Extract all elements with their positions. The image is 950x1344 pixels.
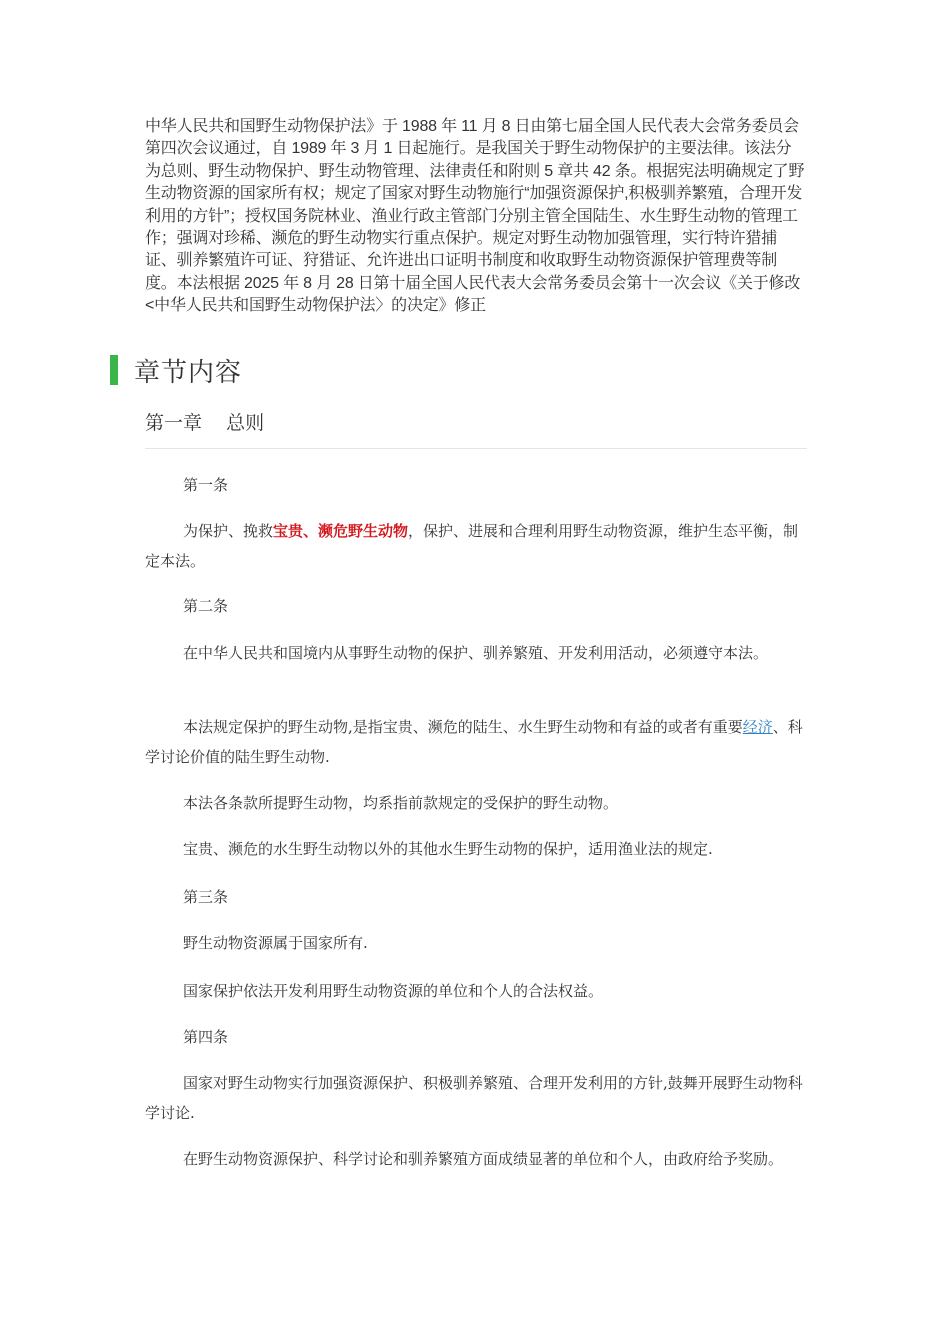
article-4-paragraph-1: 国家对野生动物实行加强资源保护、积极驯养繁殖、合理开发利用的方针,鼓舞开展野生动物科学讨论. xyxy=(145,1074,803,1122)
article-text: 、科学讨论价值的陆生野生动物. xyxy=(145,718,803,766)
section-title: 章节内容 xyxy=(134,357,243,388)
article-1-paragraph xyxy=(145,516,807,576)
article-2-paragraph-3: 本法各条款所提野生动物，均系指前款规定的受保护的野生动物。 xyxy=(183,794,619,812)
article-text: ，保护、进展和合理利用野生动物资源，维护生态平衡，制定本法。 xyxy=(145,522,799,570)
section-accent-bar xyxy=(110,355,118,385)
article-2-title: 第二条 xyxy=(183,597,229,615)
article-3-paragraph-1: 野生动物资源属于国家所有. xyxy=(183,934,368,952)
chapter-title: 第一章 总则 xyxy=(145,412,265,434)
section-header xyxy=(110,354,242,386)
article-3-title: 第三条 xyxy=(183,888,229,906)
article-text: 为保护、挽救 xyxy=(183,522,274,540)
article-2-paragraph-4: 宝贵、濒危的水生野生动物以外的其他水生野生动物的保护，适用渔业法的规定. xyxy=(183,840,713,858)
article-3-paragraph-2: 国家保护依法开发利用野生动物资源的单位和个人的合法权益。 xyxy=(183,982,604,1000)
chapter-header xyxy=(145,408,807,449)
economy-link[interactable]: 经济 xyxy=(742,718,773,736)
article-4-paragraph-2: 在野生动物资源保护、科学讨论和驯养繁殖方面成绩显著的单位和个人，由政府给予奖励。 xyxy=(183,1150,784,1168)
article-2-paragraph-1: 在中华人民共和国境内从事野生动物的保护、驯养繁殖、开发利用活动，必须遵守本法。 xyxy=(183,644,769,662)
highlighted-keyword: 宝贵、濒危野生动物 xyxy=(273,522,409,540)
article-4-title: 第四条 xyxy=(183,1028,229,1046)
intro-paragraph: 中华人民共和国野生动物保护法》于 1988 年 11 月 8 日由第七届全国人民代表大会常务委员会第四次会议通过，自 1989 年 3 月 1 日起施行。是我国关于野生动物保护的主要法律。该法分为总则、野生动物保护、野生动物管理、法律责任和附则 5 章共 42 条。根据宪法明确规定了野生动物资源的国家所有权；规定了国家对野生动物施行“加强资源保护,积极驯养繁殖，合理开发利用的方针”；授权国务院林业、渔业行政主管部门分别主管全国陆生、水生野生动物的管理工作；强调对珍稀、濒危的野生动物实行重点保护。规定对野生动物加强管理，实行特许猎捕证、驯养繁殖许可证、狩猎证、允许进出口证明书制度和收取野生动物资源保护管理费等制度。本法根据 2025 年 8 月 28 日第十届全国人民代表大会常务委员会第十一次会议《关于修改<中华人民共和国野生动物保护法〉的决定》修正 xyxy=(145,118,805,315)
article-text: 本法规定保护的野生动物,是指宝贵、濒危的陆生、水生野生动物和有益的或者有重要 xyxy=(183,718,743,736)
article-2-paragraph-2 xyxy=(145,712,807,772)
article-1-title: 第一条 xyxy=(183,476,229,494)
